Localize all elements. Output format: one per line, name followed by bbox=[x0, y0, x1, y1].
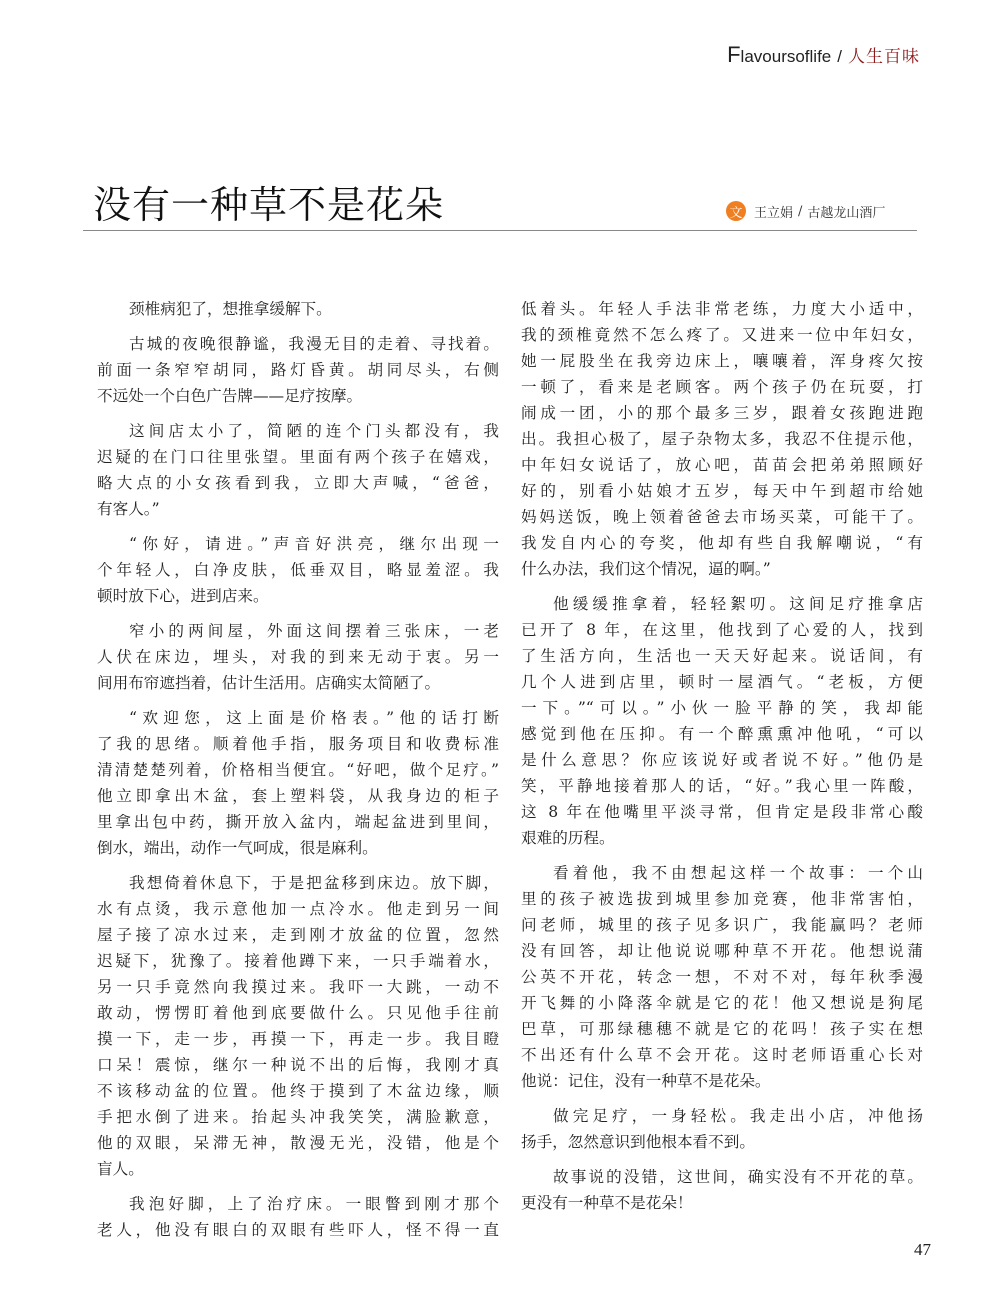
paragraph-line: 巴草，可那绿穗穗不就是它的花吗！孩子实在想 bbox=[521, 1020, 923, 1038]
paragraph-line: 他立即拿出木盆，套上塑料袋，从我身边的柜子 bbox=[97, 787, 499, 805]
paragraph-line: 妈妈送饭，晚上领着爸爸去市场买菜，可能干了。 bbox=[521, 508, 923, 526]
paragraph-line: 低着头。年轻人手法非常老练，力度大小适中， bbox=[521, 300, 923, 318]
header-separator: / bbox=[837, 47, 842, 66]
paragraph-line: 一顿了，看来是老顾客。两个孩子仍在玩耍，打 bbox=[521, 378, 923, 396]
paragraph-line: “欢迎您，这上面是价格表。”他的话打断 bbox=[129, 709, 499, 727]
paragraph-line: 盲人。 bbox=[97, 1160, 144, 1178]
paragraph-line: 了我的思绪。顺着他手指，服务项目和收费标准 bbox=[97, 735, 499, 753]
paragraph bbox=[97, 870, 499, 1182]
magazine-name: lavoursoflife bbox=[740, 47, 832, 66]
paragraph bbox=[97, 418, 499, 522]
author-affiliation: 古越龙山酒厂 bbox=[807, 205, 886, 221]
paragraph-line: 我的颈椎竟然不怎么疼了。又进来一位中年妇女， bbox=[521, 326, 923, 344]
paragraph-line: 顿时放下心，进到店来。 bbox=[97, 587, 269, 605]
paragraph-line: 古城的夜晚很静谧，我漫无目的走着、寻找着。 bbox=[129, 335, 499, 353]
paragraph-line: 老人，他没有眼白的双眼有些吓人，怪不得一直 bbox=[97, 1221, 499, 1239]
paragraph-line: 已开了 8 年，在这里，他找到了心爱的人，找到 bbox=[521, 621, 923, 639]
section-name: 人生百味 bbox=[848, 47, 920, 67]
paragraph-line: 闹成一团，小的那个最多三岁，跟着女孩跑进跑 bbox=[521, 404, 923, 422]
paragraph-line: 迟疑下，犹豫了。接着他蹲下来，一只手端着水， bbox=[97, 952, 499, 970]
paragraph-line: 笑，平静地接着那人的话，“好。”我心里一阵酸， bbox=[521, 777, 923, 795]
paragraph-line: 没有回答，却让他说说哪种草不开花。他想说蒲 bbox=[521, 942, 923, 960]
title-divider bbox=[83, 230, 917, 231]
paragraph-line: 艰难的历程。 bbox=[521, 829, 615, 847]
paragraph bbox=[521, 860, 923, 1094]
article-title: 没有一种草不是花朵 bbox=[93, 183, 445, 227]
paragraph-line: 略大点的小女孩看到我，立即大声喊，“爸爸， bbox=[97, 474, 499, 492]
paragraph-line: 她一屁股坐在我旁边床上，嚷嚷着，浑身疼欠按 bbox=[521, 352, 923, 370]
paragraph-line: 不出还有什么草不会开花。这时老师语重心长对 bbox=[521, 1046, 923, 1064]
paragraph-line: 这间店太小了，简陋的连个门头都没有，我 bbox=[129, 422, 499, 440]
paragraph-line: 问老师，城里的孩子见多识广，我能赢吗？老师 bbox=[521, 916, 923, 934]
paragraph-line: 颈椎病犯了，想推拿缓解下。 bbox=[129, 300, 332, 318]
paragraph-line: 摸一下，走一步，再摸一下，再走一步。我目瞪 bbox=[97, 1030, 499, 1048]
paragraph bbox=[97, 618, 499, 696]
paragraph-line: 什么办法，我们这个情况，逼的啊。” bbox=[521, 560, 771, 578]
paragraph-line: 他的双眼，呆滞无神，散漫无光，没错，他是个 bbox=[97, 1134, 499, 1152]
right-column bbox=[521, 296, 923, 1225]
paragraph-line: 水有点烫，我示意他加一点冷水。他走到另一间 bbox=[97, 900, 499, 918]
paragraph-line: 更没有一种草不是花朵！ bbox=[521, 1194, 693, 1212]
paragraph-line: 个年轻人，白净皮肤，低垂双目，略显羞涩。我 bbox=[97, 561, 499, 579]
paragraph bbox=[97, 705, 499, 861]
paragraph bbox=[521, 1164, 923, 1216]
paragraph-line: 感觉到他在压抑。有一个醉熏熏冲他吼，“可以 bbox=[521, 725, 923, 743]
paragraph bbox=[521, 296, 923, 582]
paragraph-line: 窄小的两间屋，外面这间摆着三张床，一老 bbox=[129, 622, 499, 640]
paragraph-line: 公英不开花，转念一想，不对不对，每年秋季漫 bbox=[521, 968, 923, 986]
paragraph-line: 了生活方向，生活也一天天好起来。说话间，有 bbox=[521, 647, 923, 665]
paragraph-line: 有客人。” bbox=[97, 500, 160, 518]
byline bbox=[726, 201, 885, 221]
paragraph bbox=[97, 1191, 499, 1243]
paragraph bbox=[521, 1103, 923, 1155]
paragraph-line: 做完足疗，一身轻松。我走出小店，冲他扬 bbox=[553, 1107, 923, 1125]
paragraph-line: 我泡好脚，上了治疗床。一眼瞥到刚才那个 bbox=[129, 1195, 499, 1213]
paragraph-line: 迟疑的在门口往里张望。里面有两个孩子在嬉戏， bbox=[97, 448, 499, 466]
author-name: 王立娟 bbox=[754, 205, 794, 221]
paragraph-line: 中年妇女说话了，放心吧，苗苗会把弟弟照顾好 bbox=[521, 456, 923, 474]
paragraph-line: “你好，请进。”声音好洪亮，继尔出现一 bbox=[129, 535, 499, 553]
magazine-name-initial: F bbox=[727, 42, 741, 67]
paragraph-line: 里拿出包中药，撕开放入盆内，端起盆进到里间， bbox=[97, 813, 499, 831]
paragraph-line: 我想倚着休息下，于是把盆移到床边。放下脚， bbox=[129, 874, 499, 892]
paragraph-line: 一下。”“可以。”小伙一脸平静的笑，我却能 bbox=[521, 699, 923, 717]
paragraph bbox=[97, 531, 499, 609]
left-column bbox=[97, 296, 499, 1252]
paragraph-line: 清清楚楚列着，价格相当便宜。“好吧，做个足疗。” bbox=[97, 761, 499, 779]
paragraph-line: 他说：记住，没有一种草不是花朵。 bbox=[521, 1072, 771, 1090]
paragraph-line: 我发自内心的夸奖，他却有些自我解嘲说，“有 bbox=[521, 534, 923, 552]
paragraph-line: 是什么意思？你应该说好或者说不好。”他仍是 bbox=[521, 751, 923, 769]
paragraph-line: 敢动，愣愣盯着他到底要做什么。只见他手往前 bbox=[97, 1004, 499, 1022]
magazine-header bbox=[727, 42, 920, 68]
paragraph-line: 扬手，忽然意识到他根本看不到。 bbox=[521, 1133, 755, 1151]
paragraph bbox=[521, 591, 923, 851]
paragraph-line: 里的孩子被选拔到城里参加竞赛，他非常害怕， bbox=[521, 890, 923, 908]
paragraph bbox=[97, 296, 499, 322]
paragraph-line: 屋子接了凉水过来，走到刚才放盆的位置，忽然 bbox=[97, 926, 499, 944]
paragraph-line: 不该移动盆的位置。他终于摸到了木盆边缘，顺 bbox=[97, 1082, 499, 1100]
paragraph bbox=[97, 331, 499, 409]
paragraph-line: 看着他，我不由想起这样一个故事：一个山 bbox=[553, 864, 923, 882]
byline-separator: / bbox=[798, 203, 803, 219]
paragraph-line: 倒水，端出，动作一气呵成，很是麻利。 bbox=[97, 839, 378, 857]
paragraph-line: 这 8 年在他嘴里平淡寻常，但肯定是段非常心酸 bbox=[521, 803, 923, 821]
page-number: 47 bbox=[914, 1240, 931, 1259]
paragraph-line: 口呆！震惊，继尔一种说不出的后悔，我刚才真 bbox=[97, 1056, 499, 1074]
paragraph-line: 间用布帘遮挡着，估计生活用。店确实太简陋了。 bbox=[97, 674, 441, 692]
paragraph-line: 出。我担心极了，屋子杂物太多，我忍不住提示他， bbox=[521, 430, 923, 448]
paragraph-line: 人伏在床边，埋头，对我的到来无动于衷。另一 bbox=[97, 648, 499, 666]
paragraph-line: 他缓缓推拿着，轻轻絮叨。这间足疗推拿店 bbox=[553, 595, 923, 613]
paragraph-line: 开飞舞的小降落伞就是它的花！他又想说是狗尾 bbox=[521, 994, 923, 1012]
paragraph-line: 好的，别看小姑娘才五岁，每天中午到超市给她 bbox=[521, 482, 923, 500]
author-badge-icon: 文 bbox=[726, 201, 746, 221]
paragraph-line: 前面一条窄窄胡同，路灯昏黄。胡同尽头，右侧 bbox=[97, 361, 499, 379]
paragraph-line: 不远处一个白色广告牌——足疗按摩。 bbox=[97, 387, 363, 405]
paragraph-line: 手把水倒了进来。抬起头冲我笑笑，满脸歉意， bbox=[97, 1108, 499, 1126]
paragraph-line: 几个人进到店里，顿时一屋酒气。“老板，方便 bbox=[521, 673, 923, 691]
paragraph-line: 另一只手竟然向我摸过来。我吓一大跳，一动不 bbox=[97, 978, 499, 996]
paragraph-line: 故事说的没错，这世间，确实没有不开花的草。 bbox=[553, 1168, 923, 1186]
